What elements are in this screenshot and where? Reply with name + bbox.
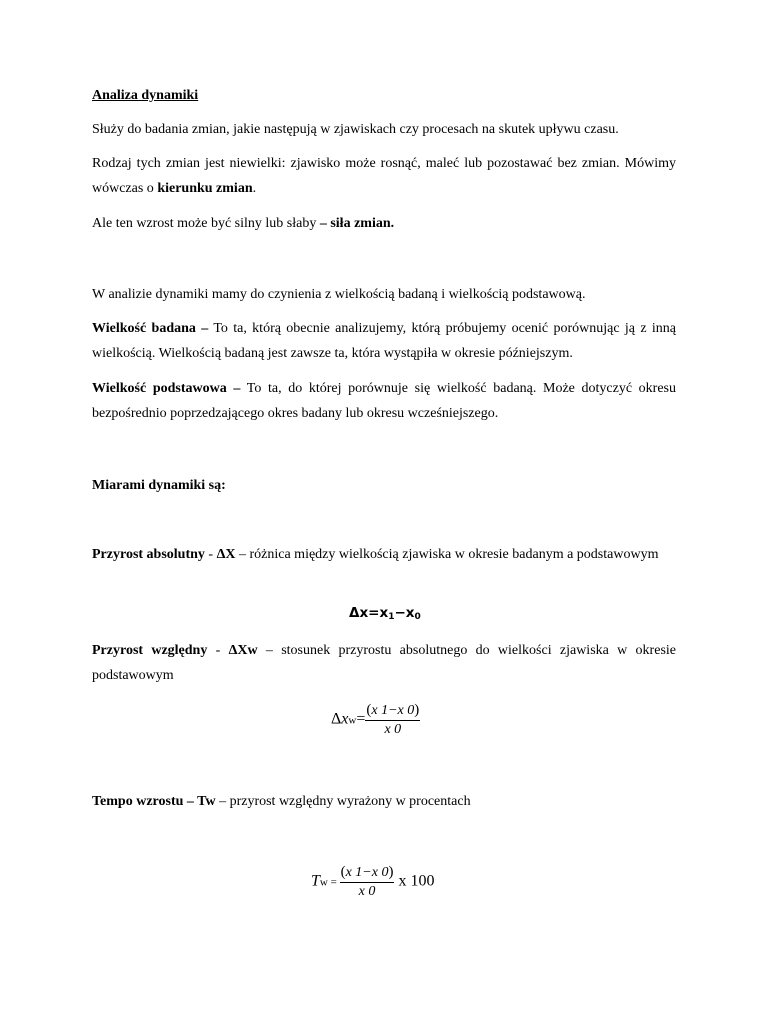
formula-equals: = [368, 605, 380, 621]
relative-growth-sep: - [207, 643, 229, 658]
formula-equals: = [356, 710, 366, 728]
formula-sub-w: w [319, 876, 328, 889]
formula-x0: x [405, 605, 415, 621]
document-heading: Analiza dynamiki [92, 88, 199, 103]
absolute-growth-text: – różnica między wielkością zjawiska w okresie badanym a podstawowym [235, 547, 659, 562]
studied-value-paragraph [92, 316, 676, 366]
relative-growth-symbol: ΔXw [228, 643, 258, 658]
formula-delta: Δ [331, 710, 342, 728]
base-value-text: To ta, do której porównuje się wielkość badaną. Może dotyczyć okresu bezpośrednio poprzedzającego okres badany lub okresu wcześniejszego. [92, 381, 677, 421]
studied-value-term: Wielkość badana – [92, 321, 209, 336]
fraction-denominator: x 0 [384, 722, 402, 737]
formula-multiplier: x 100 [394, 872, 435, 890]
relative-growth-paragraph [92, 638, 676, 688]
growth-tempo-text: – przyrost względny wyrażony w procentach [215, 794, 471, 809]
formula-sub-1: 1 [388, 612, 395, 622]
formula-sub-0: 0 [414, 612, 421, 622]
studied-value-text: To ta, którą obecnie analizujemy, którą próbujemy ocenić porównując ją z inną wielkością. Wielkością badaną jest zawsze ta, która wystąpiła w okresie późniejszym. [92, 321, 676, 361]
absolute-growth-paragraph [92, 542, 676, 567]
relative-growth-term: Przyrost względny [92, 643, 208, 658]
intro-paragraph: Służy do badania zmian, jakie następują w zjawiskach czy procesach na skutek upływu czasu. [92, 122, 619, 137]
formula-minus: − [394, 605, 406, 621]
growth-tempo-formula [311, 864, 434, 900]
formula-sub-w: w [348, 714, 357, 727]
numerator-text: x 1−x 0 [371, 703, 415, 718]
growth-tempo-term: Tempo wzrostu – Tw [92, 794, 216, 809]
formula-x: x [341, 710, 349, 728]
formula-equals: = [327, 876, 340, 889]
absolute-growth-term: Przyrost absolutny [92, 547, 205, 562]
relative-growth-text: – stosunek przyrostu absolutnego do wielkości zjawiska w okresie podstawowym [92, 643, 676, 683]
change-direction-term: kierunku zmian [157, 181, 253, 196]
fraction [365, 702, 420, 738]
change-strength-term: – siła zmian. [319, 216, 395, 231]
change-direction-text: Rodzaj tych zmian jest niewielki: zjawisko może rosnąć, maleć lub pozostawać bez zmian. Mówimy wówczas o [92, 156, 676, 196]
fraction-numerator: (x 1−x 0) [340, 864, 395, 883]
base-value-paragraph [92, 376, 676, 426]
fraction [340, 864, 395, 900]
fraction-numerator: (x 1−x 0) [365, 702, 420, 721]
fraction-denominator: x 0 [358, 884, 376, 899]
formula-delta-x: Δx [349, 605, 369, 621]
formula-x1: x [379, 605, 389, 621]
absolute-growth-sep: - [204, 547, 217, 562]
relative-growth-formula [331, 702, 420, 738]
change-strength-text: Ale ten wzrost może być silny lub słaby [92, 216, 320, 231]
analysis-paragraph: W analizie dynamiki mamy do czynienia z wielkością badaną i wielkością podstawową. [92, 287, 586, 302]
formula-T: T [311, 872, 320, 890]
absolute-growth-symbol: ΔX [216, 547, 236, 562]
measures-heading: Miarami dynamiki są: [92, 478, 226, 493]
absolute-growth-formula [349, 605, 421, 622]
change-strength-paragraph [92, 211, 676, 236]
base-value-term: Wielkość podstawowa – [92, 381, 241, 396]
change-direction-end: . [252, 181, 257, 196]
change-direction-paragraph [92, 151, 676, 201]
numerator-text: x 1−x 0 [345, 865, 389, 880]
growth-tempo-paragraph [92, 789, 676, 814]
